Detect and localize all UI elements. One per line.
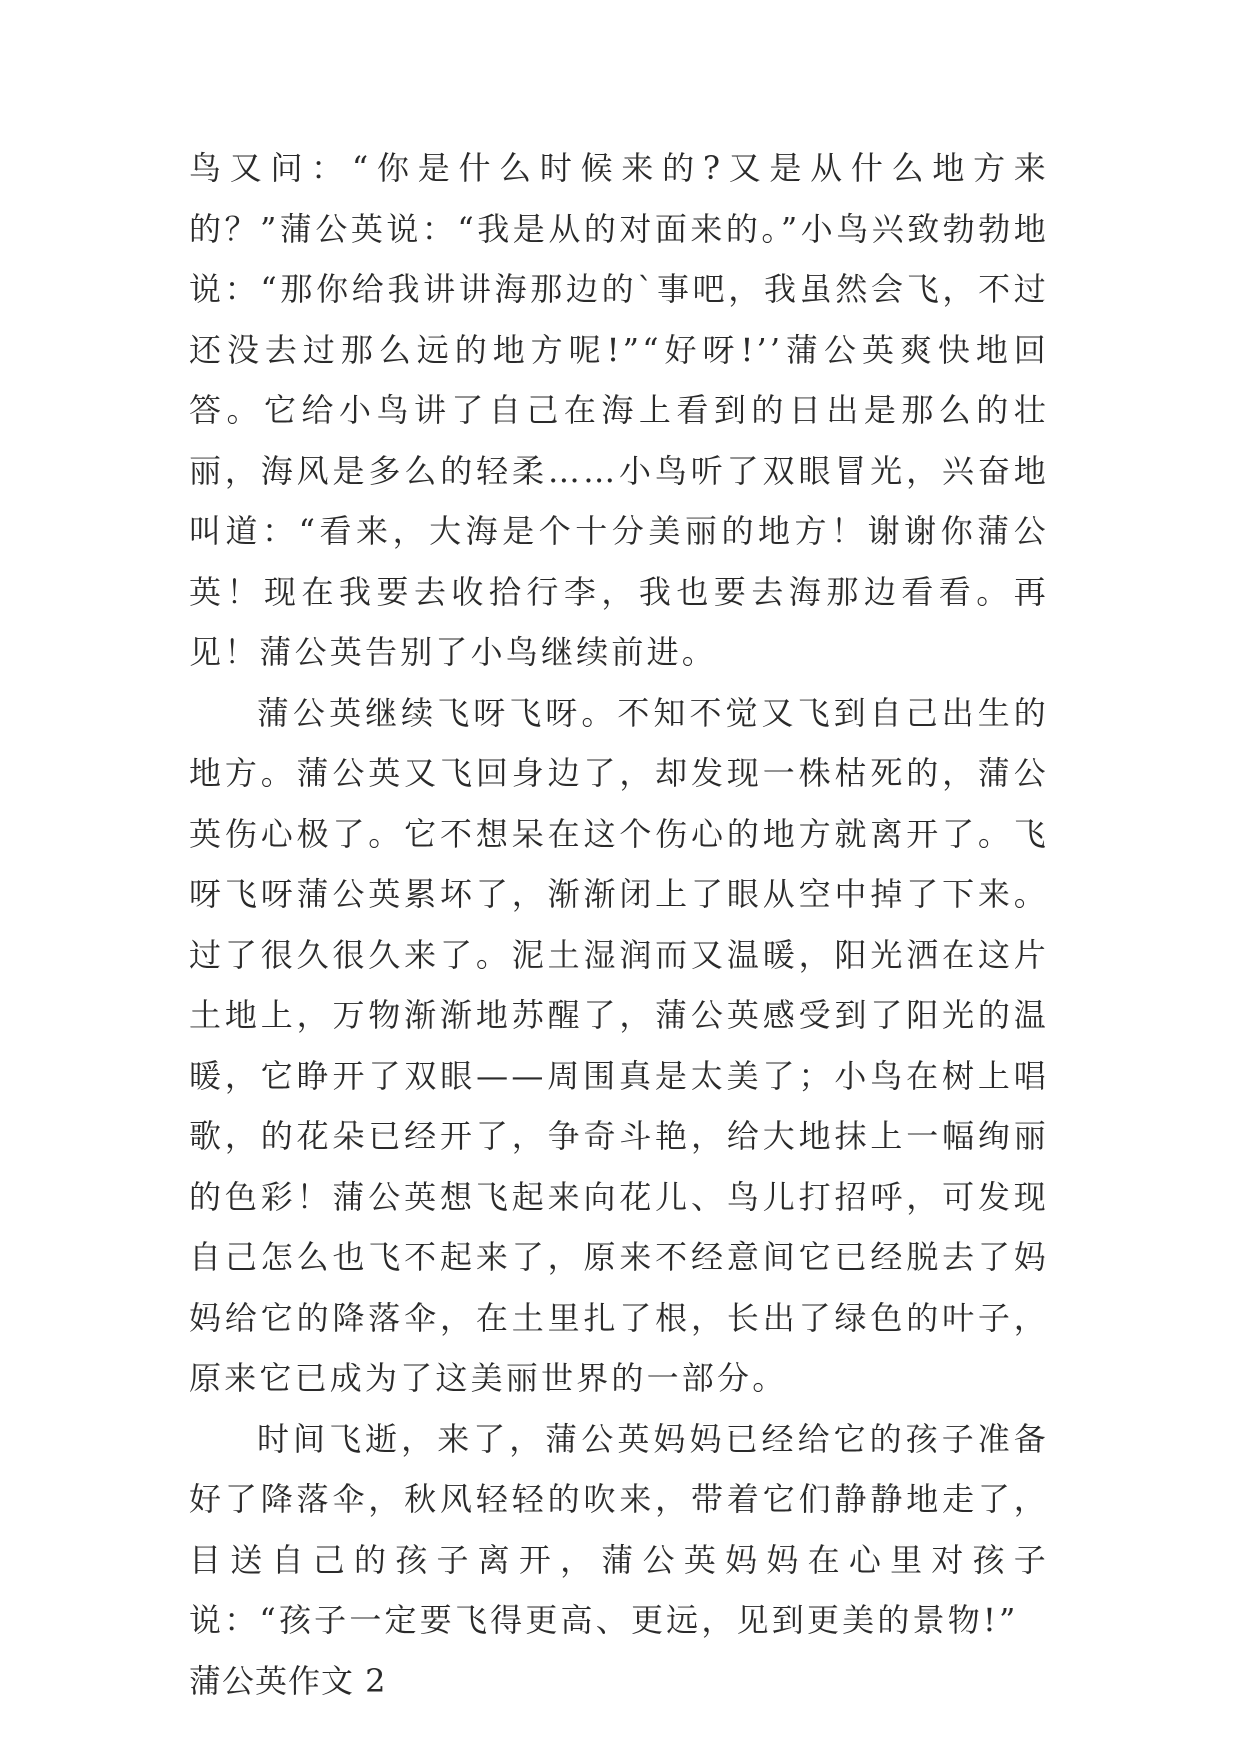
document-page: [189, 138, 1049, 1711]
section-heading: 蒲公英作文 2: [189, 1661, 387, 1700]
paragraph-1: 鸟又问：“你是什么时候来的?又是从什么地方来的？”蒲公英说：“我是从的对面来的。”小鸟兴致勃勃地说：“那你给我讲讲海那边的`事吧，我虽然会飞，不过还没去过那么远的地方呢!”“好呀!’’蒲公英爽快地回答。它给小鸟讲了自己在海上看到的日出是那么的壮丽，海风是多么的轻柔……小鸟听了双眼冒光，兴奋地叫道：“看来，大海是个十分美丽的地方！谢谢你蒲公英！现在我要去收拾行李，我也要去海那边看看。再见！蒲公英告别了小鸟继续前进。: [189, 149, 1049, 671]
paragraph-3: 时间飞逝，来了，蒲公英妈妈已经给它的孩子准备好了降落伞，秋风轻轻的吹来，带着它们静静地走了，目送自己的孩子离开，蒲公英妈妈在心里对孩子说：“孩子一定要飞得更高、更远，见到更美的景物!”: [189, 1419, 1049, 1639]
paragraph-2: 蒲公英继续飞呀飞呀。不知不觉又飞到自己出生的地方。蒲公英又飞回身边了，却发现一株枯死的，蒲公英伤心极了。它不想呆在这个伤心的地方就离开了。飞呀飞呀蒲公英累坏了，渐渐闭上了眼从空中掉了下来。过了很久很久来了。泥土湿润而又温暖，阳光洒在这片土地上，万物渐渐地苏醒了，蒲公英感受到了阳光的温暖，它睁开了双眼——周围真是太美了；小鸟在树上唱歌，的花朵已经开了，争奇斗艳，给大地抹上一幅绚丽的色彩！蒲公英想飞起来向花儿、鸟儿打招呼，可发现自己怎么也飞不起来了，原来不经意间它已经脱去了妈妈给它的降落伞，在土里扎了根，长出了绿色的叶子，原来它已成为了这美丽世界的一部分。: [189, 693, 1049, 1397]
